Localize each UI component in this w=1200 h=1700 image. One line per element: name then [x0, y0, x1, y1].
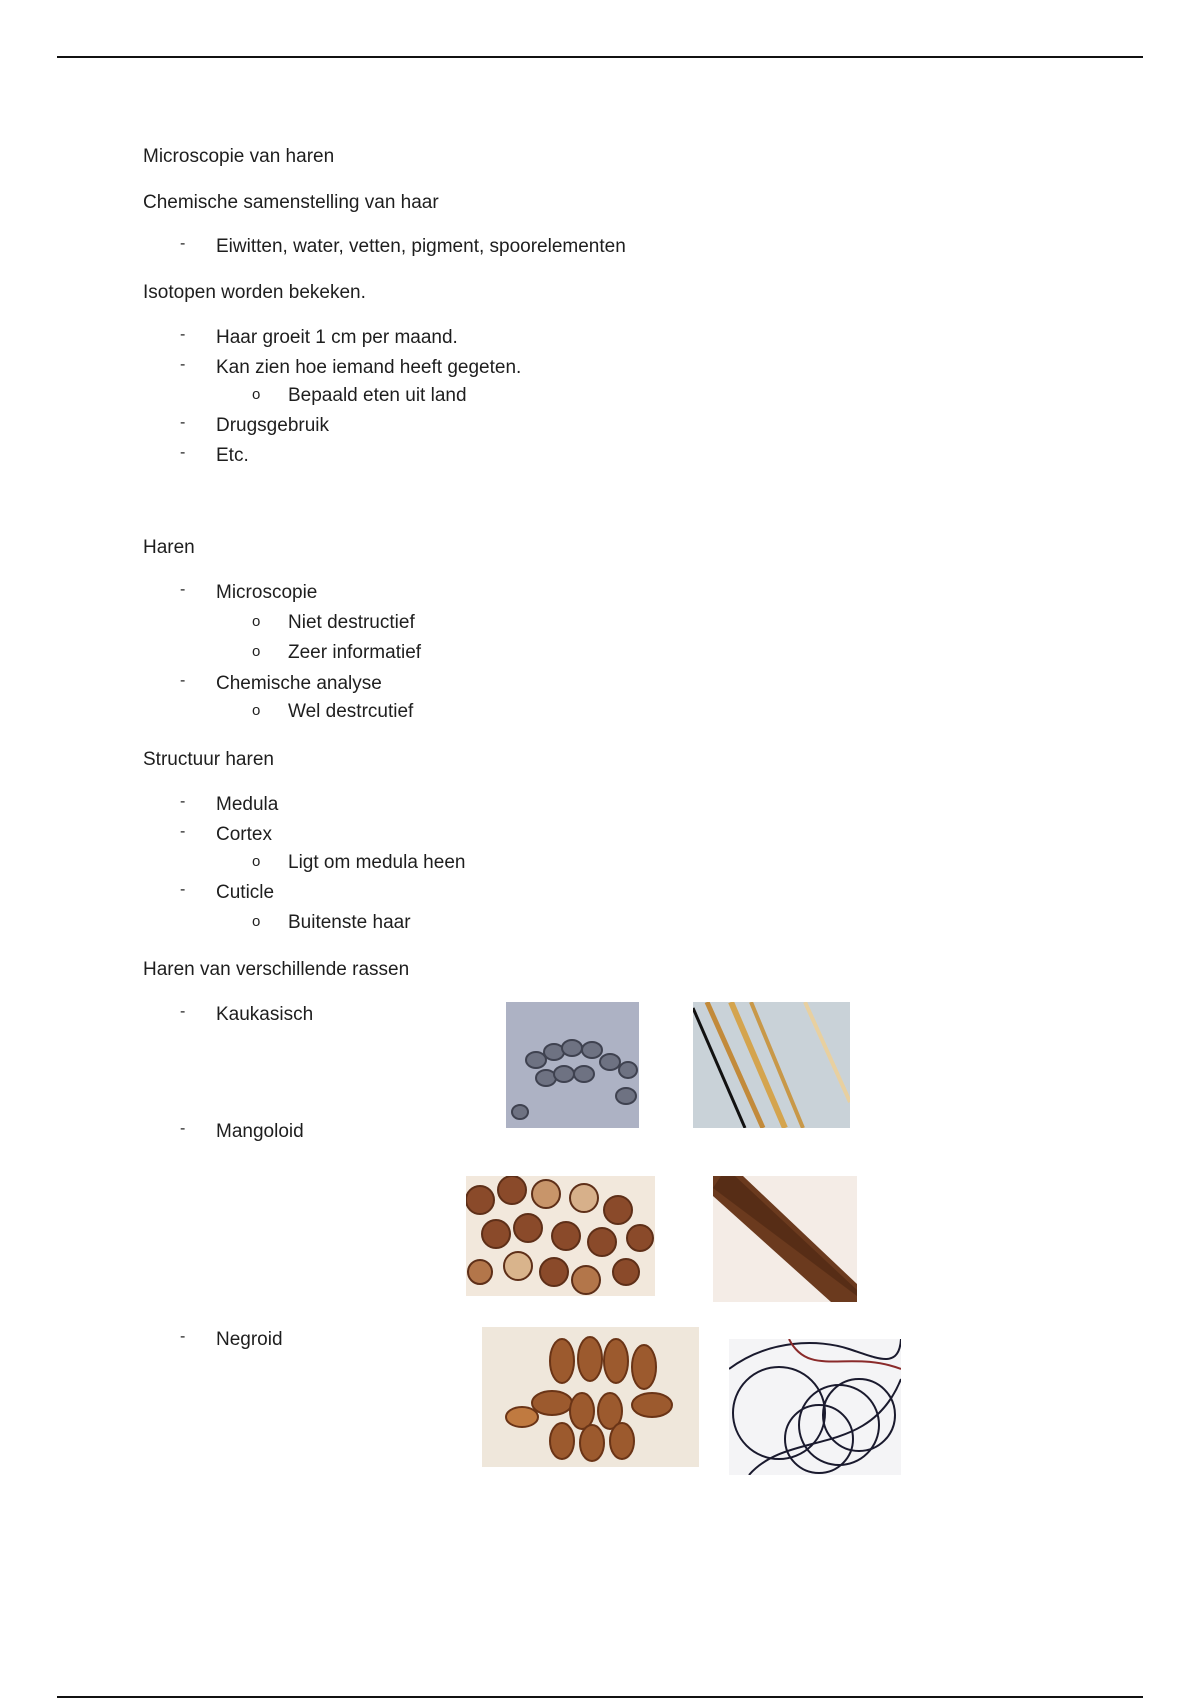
list-item-text: Cortex: [216, 824, 272, 845]
dash-bullet: -: [180, 414, 186, 431]
header-rule: [57, 56, 1143, 58]
list-item-text: Kaukasisch: [216, 1004, 314, 1025]
list-item-text: Kan zien hoe iemand heeft gegeten.: [216, 357, 522, 378]
circle-bullet: o: [252, 702, 261, 719]
negroid-cross-section-photo: [482, 1327, 699, 1467]
sub-list-item-text: Niet destructief: [288, 612, 415, 633]
list-item-text: Medula: [216, 794, 279, 815]
circle-bullet: o: [252, 386, 261, 403]
sub-list-item-text: Wel destrcutief: [288, 701, 414, 722]
circle-bullet: o: [252, 913, 261, 930]
sub-list-item-text: Zeer informatief: [288, 642, 422, 663]
dash-bullet: -: [180, 235, 186, 252]
dash-bullet: -: [180, 326, 186, 343]
section-heading: Haren: [143, 537, 195, 558]
dash-bullet: -: [180, 881, 186, 898]
section-heading: Haren van verschillende rassen: [143, 959, 410, 980]
sub-list-item-text: Bepaald eten uit land: [288, 385, 467, 406]
list-item-text: Microscopie: [216, 582, 318, 603]
list-item-text: Haar groeit 1 cm per maand.: [216, 327, 458, 348]
section-heading: Chemische samenstelling van haar: [143, 192, 439, 213]
footer-rule: [57, 1696, 1143, 1698]
dash-bullet: -: [180, 444, 186, 461]
circle-bullet: o: [252, 613, 261, 630]
kaukasisch-cross-section-photo: [506, 1002, 639, 1128]
mangoloid-hair-shaft-photo: [713, 1176, 857, 1302]
section-heading: Isotopen worden bekeken.: [143, 282, 366, 303]
list-item-text: Etc.: [216, 445, 249, 466]
dash-bullet: -: [180, 823, 186, 840]
list-item-text: Chemische analyse: [216, 673, 382, 694]
circle-bullet: o: [252, 853, 261, 870]
negroid-hair-shaft-photo: [729, 1339, 901, 1475]
list-item-text: Cuticle: [216, 882, 275, 903]
circle-bullet: o: [252, 643, 261, 660]
section-heading: Structuur haren: [143, 749, 274, 770]
mangoloid-cross-section-photo: [466, 1176, 655, 1296]
dash-bullet: -: [180, 1003, 186, 1020]
dash-bullet: -: [180, 356, 186, 373]
dash-bullet: -: [180, 672, 186, 689]
dash-bullet: -: [180, 581, 186, 598]
dash-bullet: -: [180, 1120, 186, 1137]
list-item-text: Negroid: [216, 1329, 283, 1350]
dash-bullet: -: [180, 1328, 186, 1345]
list-item-text: Eiwitten, water, vetten, pigment, spoorelementen: [216, 236, 626, 257]
dash-bullet: -: [180, 793, 186, 810]
kaukasisch-hair-shaft-photo: [693, 1002, 850, 1128]
section-heading: Microscopie van haren: [143, 146, 335, 167]
list-item-text: Mangoloid: [216, 1121, 304, 1142]
sub-list-item-text: Ligt om medula heen: [288, 852, 466, 873]
sub-list-item-text: Buitenste haar: [288, 912, 411, 933]
list-item-text: Drugsgebruik: [216, 415, 329, 436]
